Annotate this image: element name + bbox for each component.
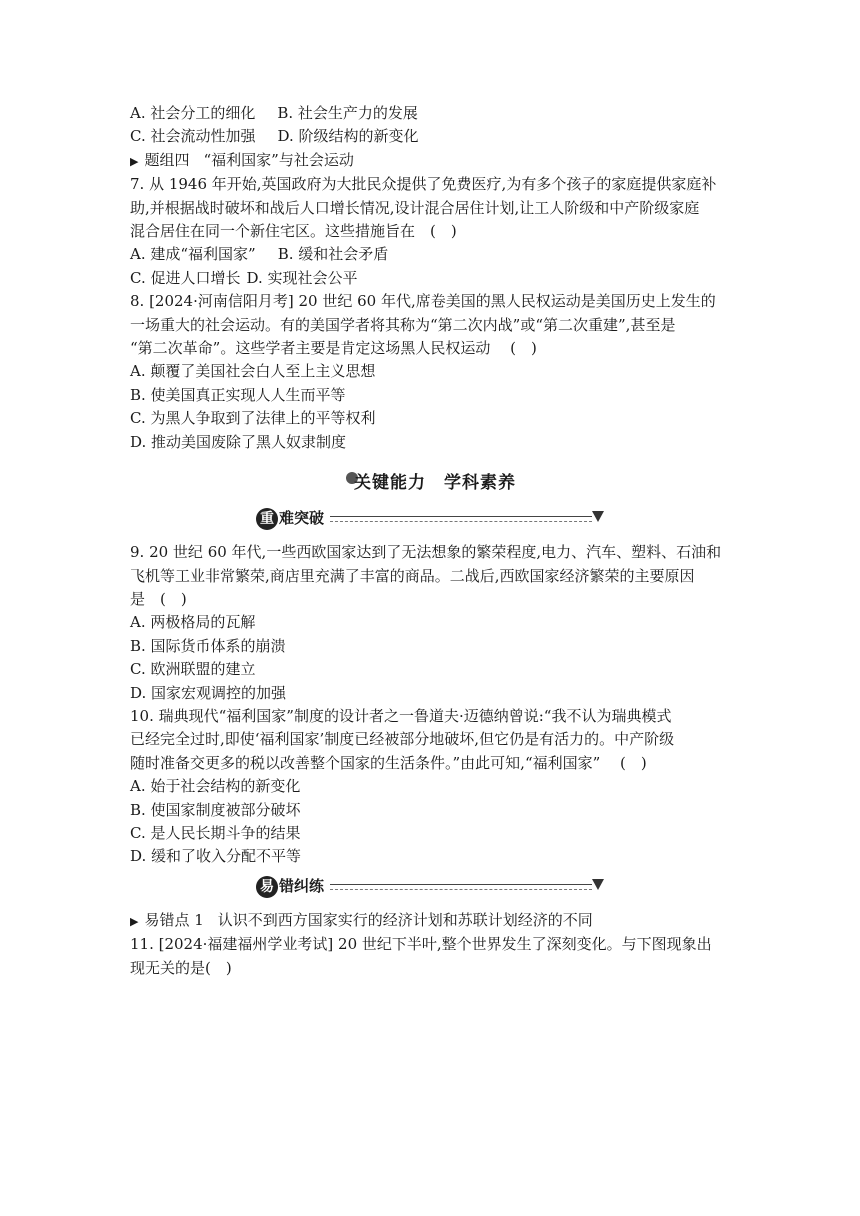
- group4-title: 题组四: [144, 150, 190, 169]
- q9-option-d[interactable]: D. 国家宏观调控的加强: [130, 683, 287, 702]
- q7-stem-line-2: 助,并根据战时破坏和战后人口增长情况,设计混合居住计划,让工人阶级和中产阶级家庭: [130, 198, 700, 217]
- q7-option-b[interactable]: B. 缓和社会矛盾: [277, 245, 389, 264]
- q6-option-c[interactable]: C. 社会流动性加强: [130, 127, 256, 146]
- q10-option-d[interactable]: D. 缓和了收入分配不平等: [130, 847, 302, 866]
- q9-option-a[interactable]: A. 两极格局的瓦解: [130, 613, 256, 632]
- subsection-header-difficult: [130, 505, 732, 533]
- triangle-marker-icon: ▶: [130, 914, 139, 928]
- q8-option-d[interactable]: D. 推动美国废除了黑人奴隶制度: [130, 432, 347, 451]
- divider-rule: [330, 516, 592, 522]
- q8-stem-line-1: 8. [2024·河南信阳月考] 20 世纪 60 年代,席卷美国的黑人民权运动是美国历史上发生的: [130, 292, 716, 311]
- triangle-marker-icon: ▶: [130, 154, 139, 168]
- question-9: [130, 541, 732, 705]
- q6-option-d[interactable]: D. 阶级结构的新变化: [277, 127, 419, 146]
- q10-option-a[interactable]: A. 始于社会结构的新变化: [130, 777, 301, 796]
- subsection-badge: 易: [256, 876, 278, 898]
- subsection-label: [256, 873, 324, 899]
- worksheet-page: [130, 102, 732, 980]
- q10-option-c[interactable]: C. 是人民长期斗争的结果: [130, 823, 301, 842]
- question-11: [130, 933, 732, 980]
- q8-option-a[interactable]: A. 颠覆了美国社会白人至上主义思想: [130, 362, 376, 381]
- subsection-label-text: 难突破: [279, 509, 325, 528]
- q10-stem-line-1: 10. 瑞典现代“福利国家”制度的设计者之一鲁道夫·迈德纳曾说:“我不认为瑞典模式: [130, 706, 672, 725]
- question-7: [130, 173, 732, 290]
- q6-options-row-2: [130, 125, 732, 148]
- q7-options-row-2: [130, 267, 732, 290]
- q7-options-row-1: [130, 243, 732, 266]
- subsection-label-text: 错纠练: [279, 876, 325, 895]
- q9-stem-line-1: 9. 20 世纪 60 年代,一些西欧国家达到了无法想象的繁荣程度,电力、汽车、塑料、石油和: [130, 543, 722, 562]
- question-10: [130, 705, 732, 869]
- q6-option-b[interactable]: B. 社会生产力的发展: [277, 104, 418, 122]
- q7-stem-line-3: 混合居住在同一个新住宅区。这些措施旨在 ( ): [130, 222, 457, 241]
- q10-stem-line-3: 随时准备交更多的税以改善整个国家的生活条件。”由此可知,“福利国家” ( ): [130, 753, 647, 772]
- error-point-1-heading: [130, 909, 732, 933]
- q11-stem-line-2: 现无关的是( ): [130, 958, 232, 977]
- q7-option-d[interactable]: D. 实现社会公平: [246, 268, 358, 287]
- arrow-down-icon: [592, 511, 604, 522]
- divider-rule: [330, 884, 592, 890]
- subsection-badge: 重: [256, 508, 278, 530]
- q8-stem-line-3: “第二次革命”。这些学者主要是肯定这场黑人民权运动 ( ): [130, 339, 537, 358]
- q9-stem-line-3: 是 ( ): [130, 589, 187, 608]
- error-point-title: 易错点 1: [144, 910, 204, 929]
- section-title-text: 关键能力 学科素养: [354, 473, 516, 494]
- q11-stem-line-1: 11. [2024·福建福州学业考试] 20 世纪下半叶,整个世界发生了深刻变化。与下图现象出: [130, 935, 712, 954]
- arrow-down-icon: [592, 879, 604, 890]
- q6-option-a[interactable]: A. 社会分工的细化: [130, 104, 256, 122]
- q9-option-c[interactable]: C. 欧洲联盟的建立: [130, 660, 256, 679]
- q9-option-b[interactable]: B. 国际货币体系的崩溃: [130, 636, 286, 655]
- q10-option-b[interactable]: B. 使国家制度被部分破坏: [130, 800, 301, 819]
- question-8: [130, 290, 732, 454]
- q8-option-c[interactable]: C. 为黑人争取到了法律上的平等权利: [130, 409, 376, 428]
- q10-stem-line-2: 已经完全过时,即使‘福利国家’制度已经被部分地破坏,但它仍是有活力的。中产阶级: [130, 730, 675, 749]
- subsection-label: [256, 505, 324, 531]
- q7-option-c[interactable]: C. 促进人口增长: [130, 268, 241, 287]
- q7-stem-line-1: 7. 从 1946 年开始,英国政府为大批民众提供了免费医疗,为有多个孩子的家庭提供家庭补: [130, 175, 717, 194]
- error-point-text: 认识不到西方国家实行的经济计划和苏联计划经济的不同: [217, 910, 593, 929]
- q8-option-b[interactable]: B. 使美国真正实现人人生而平等: [130, 385, 346, 404]
- section-title: [130, 468, 732, 493]
- q8-stem-line-2: 一场重大的社会运动。有的美国学者将其称为“第二次内战”或“第二次重建”,甚至是: [130, 315, 676, 334]
- group4-topic: “福利国家”与社会运动: [203, 150, 354, 169]
- q6-options-row-1: [130, 102, 732, 125]
- group4-heading: [130, 149, 732, 173]
- q9-stem-line-2: 飞机等工业非常繁荣,商店里充满了丰富的商品。二战后,西欧国家经济繁荣的主要原因: [130, 566, 695, 585]
- q7-option-a[interactable]: A. 建成“福利国家”: [130, 245, 256, 264]
- subsection-header-mistakes: [130, 873, 732, 901]
